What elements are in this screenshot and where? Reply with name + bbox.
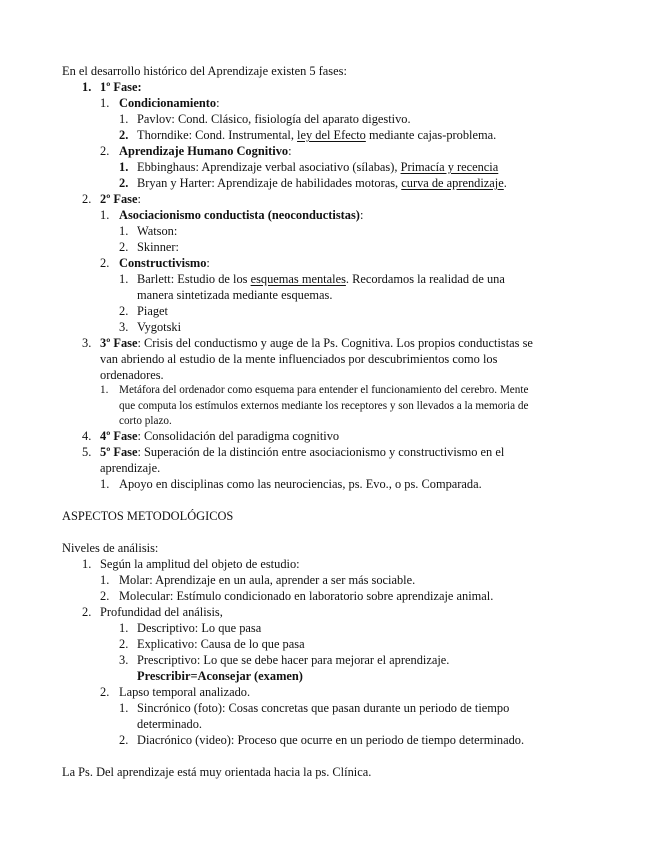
neuroscience-item: Apoyo en disciplinas como las neurociencias, ps. Evo., o ps. Comparada.: [119, 477, 482, 491]
explicative-number: 2.: [119, 637, 129, 651]
vygotski-item: Vygotski: [137, 320, 182, 334]
phase5-text-cont: aprendizaje.: [100, 461, 161, 475]
pavlov-item: Pavlov: Cond. Clásico, fisiología del aparato digestivo.: [137, 112, 411, 126]
phase3-text: 3º Fase: Crisis del conductismo y auge de la Ps. Cognitiva. Los propios conductistas se: [100, 336, 533, 350]
barlett-item-cont: manera sintetizada mediante esquemas.: [137, 288, 333, 302]
amplitude-item: Según la amplitud del objeto de estudio:: [100, 557, 300, 571]
phase1-sub1-number: 1.: [100, 96, 110, 110]
metaphor-item-cont2: corto plazo.: [119, 415, 172, 427]
phase2-sub1-title: Asociacionismo conductista (neoconductistas):: [119, 208, 364, 222]
closing-text: La Ps. Del aprendizaje está muy orientada hacia la ps. Clínica.: [62, 765, 372, 779]
prescriptive-note: Prescribir=Aconsejar (examen): [137, 669, 303, 683]
descriptive-number: 1.: [119, 621, 129, 635]
barlett-number: 1.: [119, 272, 129, 286]
phase3-text-cont2: ordenadores.: [100, 368, 164, 382]
phase1-title: 1º Fase:: [100, 80, 142, 94]
piaget-number: 2.: [119, 304, 129, 318]
phase5-number: 5.: [82, 445, 92, 459]
bryan-harter-number: 2.: [119, 176, 129, 190]
amplitude-number: 1.: [82, 557, 92, 571]
watson-item: Watson:: [137, 224, 178, 238]
phase2-sub2-number: 2.: [100, 256, 110, 270]
molar-number: 1.: [100, 573, 110, 587]
skinner-number: 2.: [119, 240, 129, 254]
piaget-item: Piaget: [137, 304, 168, 318]
phase2-sub2-title: Constructivismo:: [119, 256, 210, 270]
molar-item: Molar: Aprendizaje en un aula, aprender a ser más sociable.: [119, 573, 416, 587]
levels-intro: Niveles de análisis:: [62, 541, 159, 555]
phase1-sub2-title: Aprendizaje Humano Cognitivo:: [119, 144, 292, 158]
thorndike-item: Thorndike: Cond. Instrumental, ley del Efecto mediante cajas-problema.: [137, 128, 497, 142]
phase4-number: 4.: [82, 429, 92, 443]
phase2-number: 2.: [82, 192, 92, 206]
explicative-item: Explicativo: Causa de lo que pasa: [137, 637, 305, 651]
time-span-item: Lapso temporal analizado.: [119, 685, 251, 699]
thorndike-number: 2.: [119, 128, 129, 142]
molecular-number: 2.: [100, 589, 110, 603]
skinner-item: Skinner:: [137, 240, 179, 254]
phase1-sub1-title: Condicionamiento:: [119, 96, 220, 110]
prescriptive-item: Prescriptivo: Lo que se debe hacer para mejorar el aprendizaje.: [137, 653, 450, 667]
phase4-text: 4º Fase: Consolidación del paradigma cognitivo: [100, 429, 340, 443]
methodology-heading: ASPECTOS METODOLÓGICOS: [62, 509, 234, 523]
diachronic-item: Diacrónico (video): Proceso que ocurre en un periodo de tiempo determinado.: [137, 733, 525, 747]
depth-item: Profundidad del análisis,: [100, 605, 223, 619]
bryan-harter-item: Bryan y Harter: Aprendizaje de habilidades motoras, curva de aprendizaje.: [137, 176, 507, 190]
watson-number: 1.: [119, 224, 129, 238]
ebbinghaus-item: Ebbinghaus: Aprendizaje verbal asociativo (sílabas), Primacía y recencia: [137, 160, 499, 174]
phase3-text-cont1: van abriendo al estudio de la mente influenciados por descubrimientos como los: [100, 352, 498, 366]
phase3-number: 3.: [82, 336, 92, 350]
descriptive-item: Descriptivo: Lo que pasa: [137, 621, 262, 635]
synchronic-number: 1.: [119, 701, 129, 715]
phase1-number: 1.: [82, 80, 92, 94]
depth-number: 2.: [82, 605, 92, 619]
synchronic-item-cont: determinado.: [137, 717, 203, 731]
diachronic-number: 2.: [119, 733, 129, 747]
prescriptive-number: 3.: [119, 653, 129, 667]
molecular-item: Molecular: Estímulo condicionado en laboratorio sobre aprendizaje animal.: [119, 589, 494, 603]
phase2-sub1-number: 1.: [100, 208, 110, 222]
metaphor-item: Metáfora del ordenador como esquema para entender el funcionamiento del cerebro. Mente: [119, 384, 529, 396]
phase1-sub2-number: 2.: [100, 144, 110, 158]
barlett-item: Barlett: Estudio de los esquemas mentales. Recordamos la realidad de una: [137, 272, 505, 286]
metaphor-item-cont1: que computa los estímulos externos mediante los receptores y son llevados a la memoria de: [119, 400, 529, 412]
vygotski-number: 3.: [119, 320, 129, 334]
time-span-number: 2.: [100, 685, 110, 699]
phase3-sub-number: 1.: [100, 384, 109, 396]
synchronic-item: Sincrónico (foto): Cosas concretas que pasan durante un periodo de tiempo: [137, 701, 510, 715]
phase5-sub-number: 1.: [100, 477, 110, 491]
intro-text: En el desarrollo histórico del Aprendizaje existen 5 fases:: [62, 64, 347, 78]
pavlov-number: 1.: [119, 112, 129, 126]
phase2-title: 2º Fase:: [100, 192, 141, 206]
ebbinghaus-number: 1.: [119, 160, 129, 174]
phase5-text: 5º Fase: Superación de la distinción entre asociacionismo y constructivismo en el: [100, 445, 505, 459]
